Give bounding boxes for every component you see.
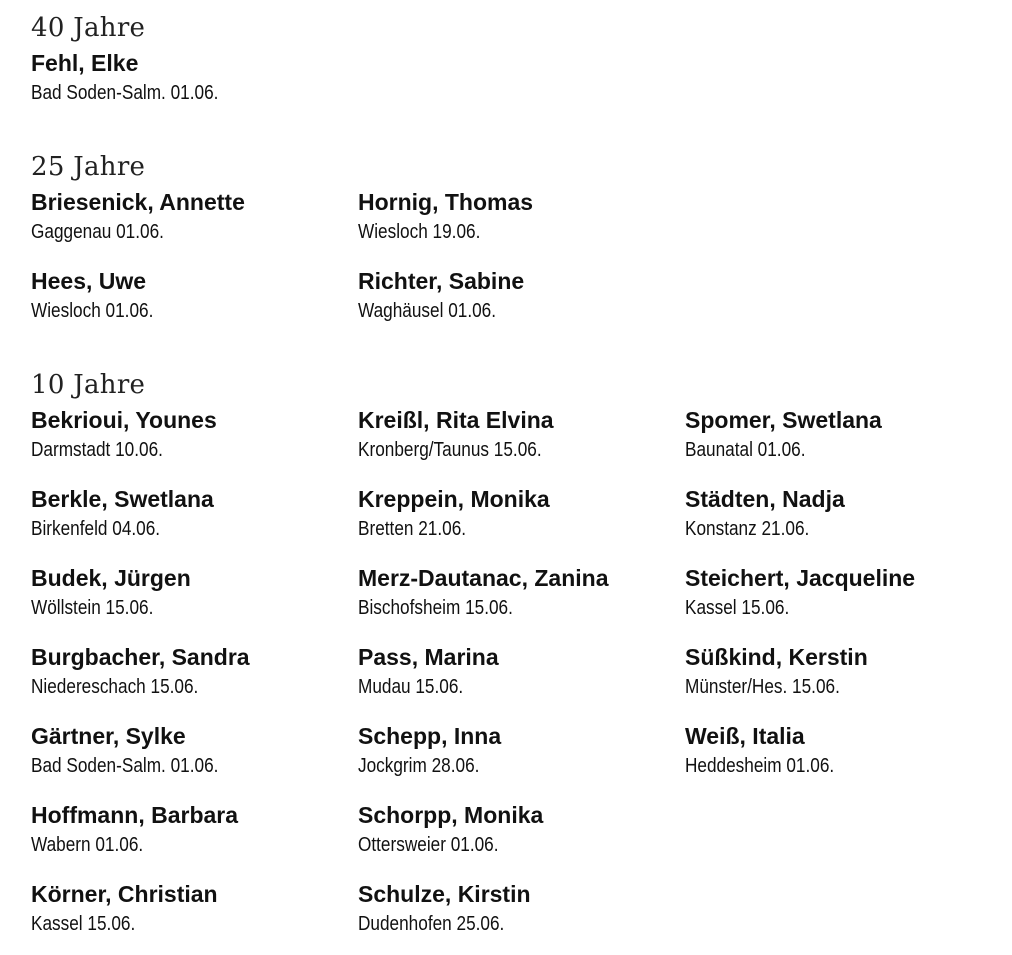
location-date: Wöllstein 15.06. — [31, 597, 154, 619]
person-name: Kreißl, Rita Elvina — [358, 407, 554, 433]
location-date: Wiesloch 19.06. — [358, 221, 481, 243]
list-item — [685, 563, 1001, 623]
section-10-years — [31, 365, 1001, 939]
location-date: Kassel 15.06. — [31, 913, 136, 935]
section-40-years — [31, 8, 1001, 108]
list-item — [685, 642, 1001, 702]
location-date: Heddesheim 01.06. — [685, 755, 835, 777]
list-item — [358, 721, 685, 781]
person-name: Briesenick, Annette — [31, 189, 245, 215]
list-item — [358, 879, 685, 939]
location-date: Münster/Hes. 15.06. — [685, 676, 840, 698]
location-date: Mudau 15.06. — [358, 676, 464, 698]
person-name: Schorpp, Monika — [358, 802, 544, 828]
person-name: Schulze, Kirstin — [358, 881, 531, 907]
location-date: Bischofsheim 15.06. — [358, 597, 513, 619]
list-item — [358, 563, 685, 623]
location-date: Waghäusel 01.06. — [358, 300, 497, 322]
list-item — [31, 484, 358, 544]
location-date: Gaggenau 01.06. — [31, 221, 164, 243]
section-title: 25 Jahre — [31, 152, 146, 182]
list-item — [31, 721, 358, 781]
person-name: Hees, Uwe — [31, 268, 147, 294]
section-25-years — [31, 147, 1001, 326]
list-item — [358, 642, 685, 702]
entry-grid — [31, 187, 1001, 326]
person-name: Hoffmann, Barbara — [31, 802, 239, 828]
person-name: Süßkind, Kerstin — [685, 644, 868, 670]
person-name: Körner, Christian — [31, 881, 218, 907]
list-item — [31, 879, 358, 939]
location-date: Wabern 01.06. — [31, 834, 144, 856]
list-item — [358, 187, 685, 247]
location-date: Darmstadt 10.06. — [31, 439, 163, 461]
location-date: Baunatal 01.06. — [685, 439, 806, 461]
list-item — [685, 721, 1001, 781]
person-name: Fehl, Elke — [31, 50, 139, 76]
list-item — [358, 484, 685, 544]
location-date: Kassel 15.06. — [685, 597, 790, 619]
entry-grid — [31, 405, 1001, 939]
location-date: Konstanz 21.06. — [685, 518, 810, 540]
location-date: Bad Soden-Salm. 01.06. — [31, 82, 219, 104]
person-name: Bekrioui, Younes — [31, 407, 217, 433]
list-item — [31, 800, 358, 860]
person-name: Burgbacher, Sandra — [31, 644, 250, 670]
location-date: Birkenfeld 04.06. — [31, 518, 161, 540]
person-name: Merz-Dautanac, Zanina — [358, 565, 609, 591]
person-name: Hornig, Thomas — [358, 189, 534, 215]
person-name: Schepp, Inna — [358, 723, 502, 749]
list-item — [31, 48, 358, 108]
list-item — [31, 563, 358, 623]
person-name: Budek, Jürgen — [31, 565, 191, 591]
list-item — [31, 405, 358, 465]
person-name: Städten, Nadja — [685, 486, 845, 512]
list-item — [685, 484, 1001, 544]
location-date: Kronberg/Taunus 15.06. — [358, 439, 542, 461]
person-name: Spomer, Swetlana — [685, 407, 882, 433]
location-date: Dudenhofen 25.06. — [358, 913, 505, 935]
list-item — [31, 642, 358, 702]
person-name: Steichert, Jacqueline — [685, 565, 916, 591]
location-date: Jockgrim 28.06. — [358, 755, 480, 777]
list-item — [358, 405, 685, 465]
person-name: Berkle, Swetlana — [31, 486, 214, 512]
location-date: Niedereschach 15.06. — [31, 676, 199, 698]
section-title: 10 Jahre — [31, 370, 146, 400]
location-date: Bad Soden-Salm. 01.06. — [31, 755, 219, 777]
location-date: Ottersweier 01.06. — [358, 834, 499, 856]
list-item — [31, 266, 358, 326]
list-item — [358, 266, 685, 326]
section-title: 40 Jahre — [31, 13, 146, 43]
entry-grid — [31, 48, 1001, 108]
list-item — [31, 187, 358, 247]
person-name: Kreppein, Monika — [358, 486, 550, 512]
location-date: Wiesloch 01.06. — [31, 300, 154, 322]
person-name: Weiß, Italia — [685, 723, 805, 749]
location-date: Bretten 21.06. — [358, 518, 467, 540]
person-name: Gärtner, Sylke — [31, 723, 186, 749]
list-item — [358, 800, 685, 860]
list-item — [685, 405, 1001, 465]
person-name: Richter, Sabine — [358, 268, 525, 294]
person-name: Pass, Marina — [358, 644, 499, 670]
